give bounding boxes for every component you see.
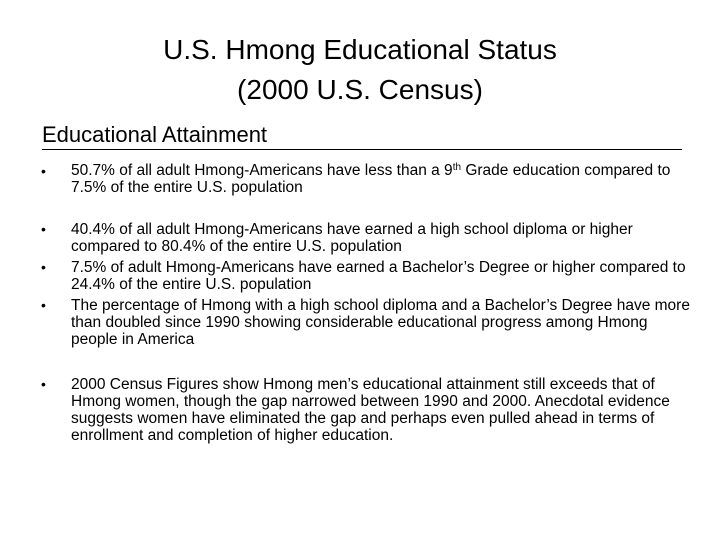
bullet-1-superscript: th: [452, 162, 462, 173]
bullet-1-text-post: Grade education compared to 7.5% of the entire U.S. population: [71, 162, 671, 196]
bullet-item-3: 7.5% of adult Hmong-Americans have earned a Bachelor’s Degree or higher compared to 24.4% of the entire U.S. population: [71, 259, 686, 293]
bullet-marker: •: [41, 259, 46, 275]
bullet-item-2: 40.4% of all adult Hmong-Americans have earned a high school diploma or higher compared to 80.4% of the entire U.S. population: [71, 221, 633, 255]
bullet-item-1: [71, 162, 691, 196]
title-line-1: U.S. Hmong Educational Status: [163, 34, 557, 65]
bullet-marker: •: [41, 163, 46, 179]
bullet-1-text-pre: 50.7% of all adult Hmong-Americans have less than a 9: [71, 162, 453, 179]
bullet-marker: •: [41, 376, 46, 392]
bullet-marker: •: [41, 297, 46, 313]
bullet-marker: •: [41, 221, 46, 237]
title-line-2: (2000 U.S. Census): [237, 74, 483, 105]
section-heading: Educational Attainment: [42, 122, 268, 147]
bullet-item-4: The percentage of Hmong with a high school diploma and a Bachelor’s Degree have more than doubled since 1990 showing considerable educational progress among Hmong people in America: [71, 297, 690, 348]
bullet-item-5: 2000 Census Figures show Hmong men’s educational attainment still exceeds that of Hmong women, though the gap narrowed between 1990 and 2000. Anecdotal evidence suggests women have eliminated the gap and perhaps even pulled ahead in terms of enrollment and completion of higher education.: [71, 376, 670, 444]
